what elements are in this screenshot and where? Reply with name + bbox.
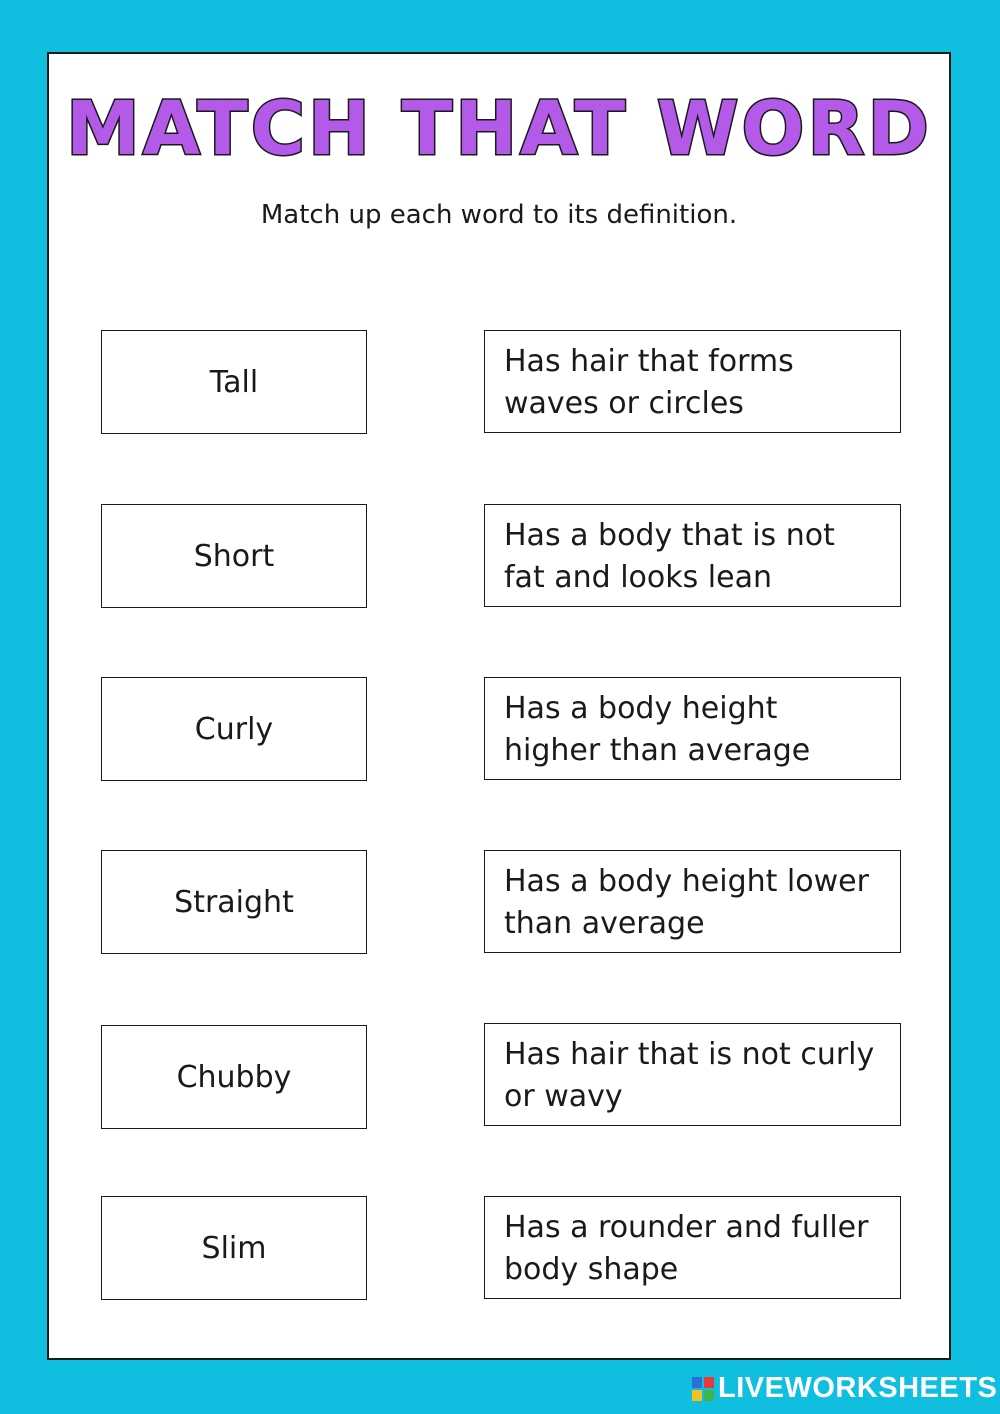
definition-box-2[interactable]: Has a body that is not fat and looks lean	[484, 504, 901, 607]
definition-box-1[interactable]: Has hair that forms waves or circles	[484, 330, 901, 433]
word-box-1[interactable]: Tall	[101, 330, 367, 434]
brand-name: LIVEWORKSHEETS	[718, 1372, 998, 1404]
footer-brand	[692, 1374, 997, 1403]
definition-box-4[interactable]: Has a body height lower than average	[484, 850, 901, 953]
word-box-3[interactable]: Curly	[101, 677, 367, 781]
definition-box-3[interactable]: Has a body height higher than average	[484, 677, 901, 780]
logo-square-yellow	[692, 1390, 702, 1401]
logo-square-green	[704, 1390, 714, 1401]
word-box-5[interactable]: Chubby	[101, 1025, 367, 1129]
word-box-4[interactable]: Straight	[101, 850, 367, 954]
worksheet-page	[47, 52, 951, 1360]
liveworksheets-logo-icon	[692, 1377, 714, 1401]
word-box-2[interactable]: Short	[101, 504, 367, 608]
logo-square-blue	[692, 1377, 702, 1388]
logo-square-red	[704, 1377, 714, 1388]
definition-box-5[interactable]: Has hair that is not curly or wavy	[484, 1023, 901, 1126]
definition-box-6[interactable]: Has a rounder and fuller body shape	[484, 1196, 901, 1299]
worksheet-title: MATCH THAT WORD	[66, 86, 932, 172]
instructions-text: Match up each word to its definition.	[260, 200, 738, 230]
word-box-6[interactable]: Slim	[101, 1196, 367, 1300]
